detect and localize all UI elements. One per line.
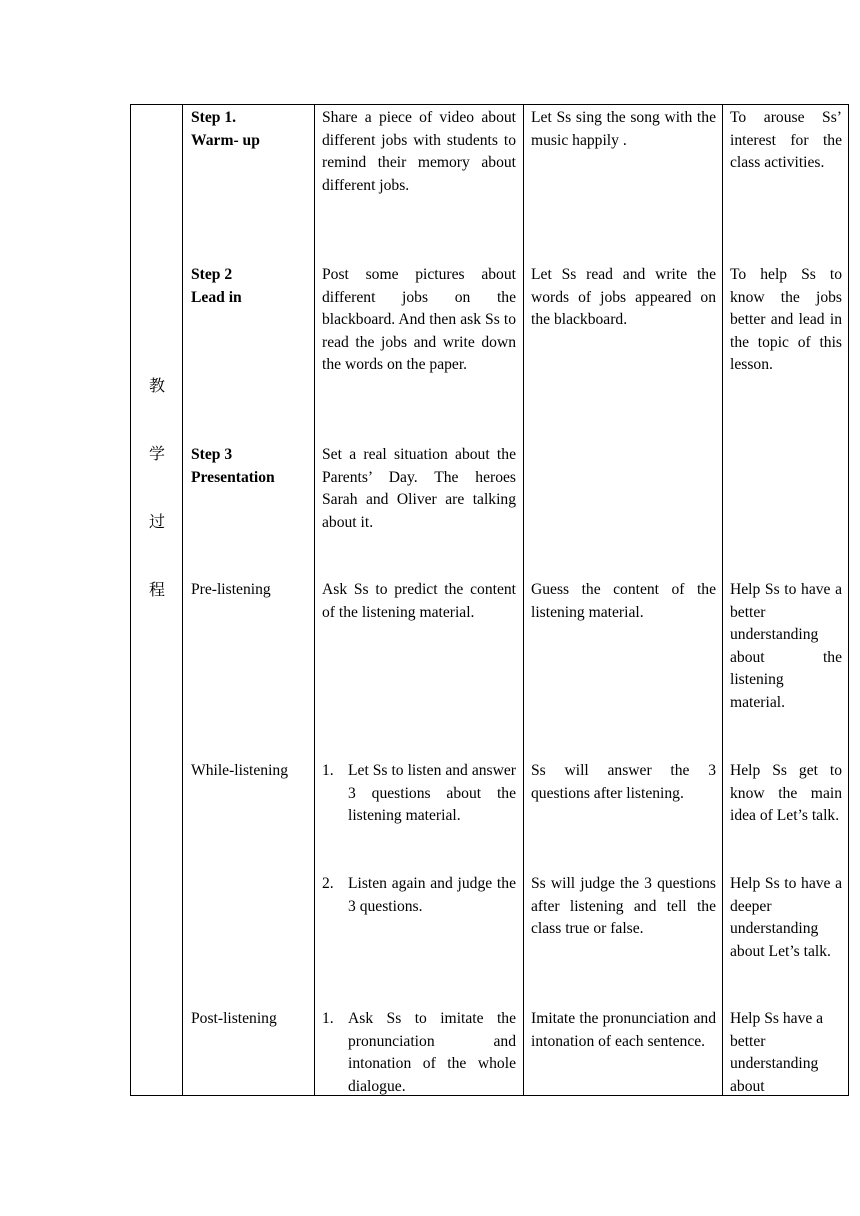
stage-pre-listening: Pre-listening: [191, 581, 271, 598]
section-label-cell: [131, 105, 183, 1096]
section-label-char: 过: [148, 512, 165, 531]
stage-title: Step 1.: [191, 109, 237, 126]
purpose: To arouse Ss’ interest for the class activities.: [730, 109, 842, 172]
teaching-process-table: [130, 104, 849, 1096]
student-activity: Imitate the pronunciation and intonation of each sentence.: [531, 1010, 716, 1050]
teacher-activity: Post some pictures about different jobs on the blackboard. And then ask Ss to read the jobs and write down the words on the paper.: [322, 266, 516, 374]
student-activity: Ss will judge the 3 questions after listening and tell the class true or false.: [531, 875, 716, 938]
section-label-char: 学: [148, 444, 165, 463]
stage-subtitle: Warm- up: [191, 131, 260, 149]
stage-post-listening: Post-listening: [191, 1010, 277, 1027]
stage-step2: [191, 264, 308, 309]
stage-title: Step 2: [191, 266, 233, 283]
student-activity: Ss will answer the 3 questions after listening.: [531, 762, 716, 802]
stage-subtitle: Lead in: [191, 288, 242, 306]
purpose: Help Ss to have a better understanding about the listening material.: [730, 581, 842, 711]
teacher-activity-column: [315, 105, 524, 1096]
table-row: [131, 105, 849, 1096]
teacher-activity: Let Ss to listen and answer 3 questions about the listening material.: [348, 762, 516, 825]
teacher-activity: Set a real situation about the Parents’ Day. The heroes Sarah and Oliver are talking about it.: [322, 446, 516, 531]
purpose: Help Ss to have a deeper understanding about Let’s talk.: [730, 875, 842, 960]
purpose-column: [723, 105, 849, 1096]
stage-step1: [191, 107, 308, 152]
student-activity: Let Ss sing the song with the music happily .: [531, 109, 716, 149]
list-number: 1.: [322, 762, 334, 779]
section-label: [131, 375, 183, 647]
stage-step3: [191, 444, 308, 489]
list-number: 1.: [322, 1010, 334, 1027]
student-activity: Let Ss read and write the words of jobs appeared on the blackboard.: [531, 266, 716, 329]
purpose: To help Ss to know the jobs better and lead in the topic of this lesson.: [730, 266, 842, 374]
student-activity: Guess the content of the listening material.: [531, 581, 716, 621]
section-label-char: 程: [148, 580, 165, 599]
teacher-activity: Ask Ss to imitate the pronunciation and intonation of the whole dialogue.: [348, 1010, 516, 1095]
teacher-activity: Listen again and judge the 3 questions.: [348, 875, 516, 915]
purpose: Help Ss have a better understanding about: [730, 1010, 824, 1095]
stage-subtitle: Presentation: [191, 468, 275, 486]
stage-title: Step 3: [191, 446, 233, 463]
purpose: Help Ss get to know the main idea of Let’s talk.: [730, 762, 842, 825]
student-activity-column: [524, 105, 723, 1096]
stage-column: [183, 105, 315, 1096]
list-number: 2.: [322, 875, 334, 892]
teacher-activity: Ask Ss to predict the content of the listening material.: [322, 581, 516, 621]
stage-while-listening: While-listening: [191, 762, 289, 779]
section-label-char: 教: [148, 376, 165, 395]
teacher-activity: Share a piece of video about different jobs with students to remind their memory about different jobs.: [322, 109, 516, 194]
